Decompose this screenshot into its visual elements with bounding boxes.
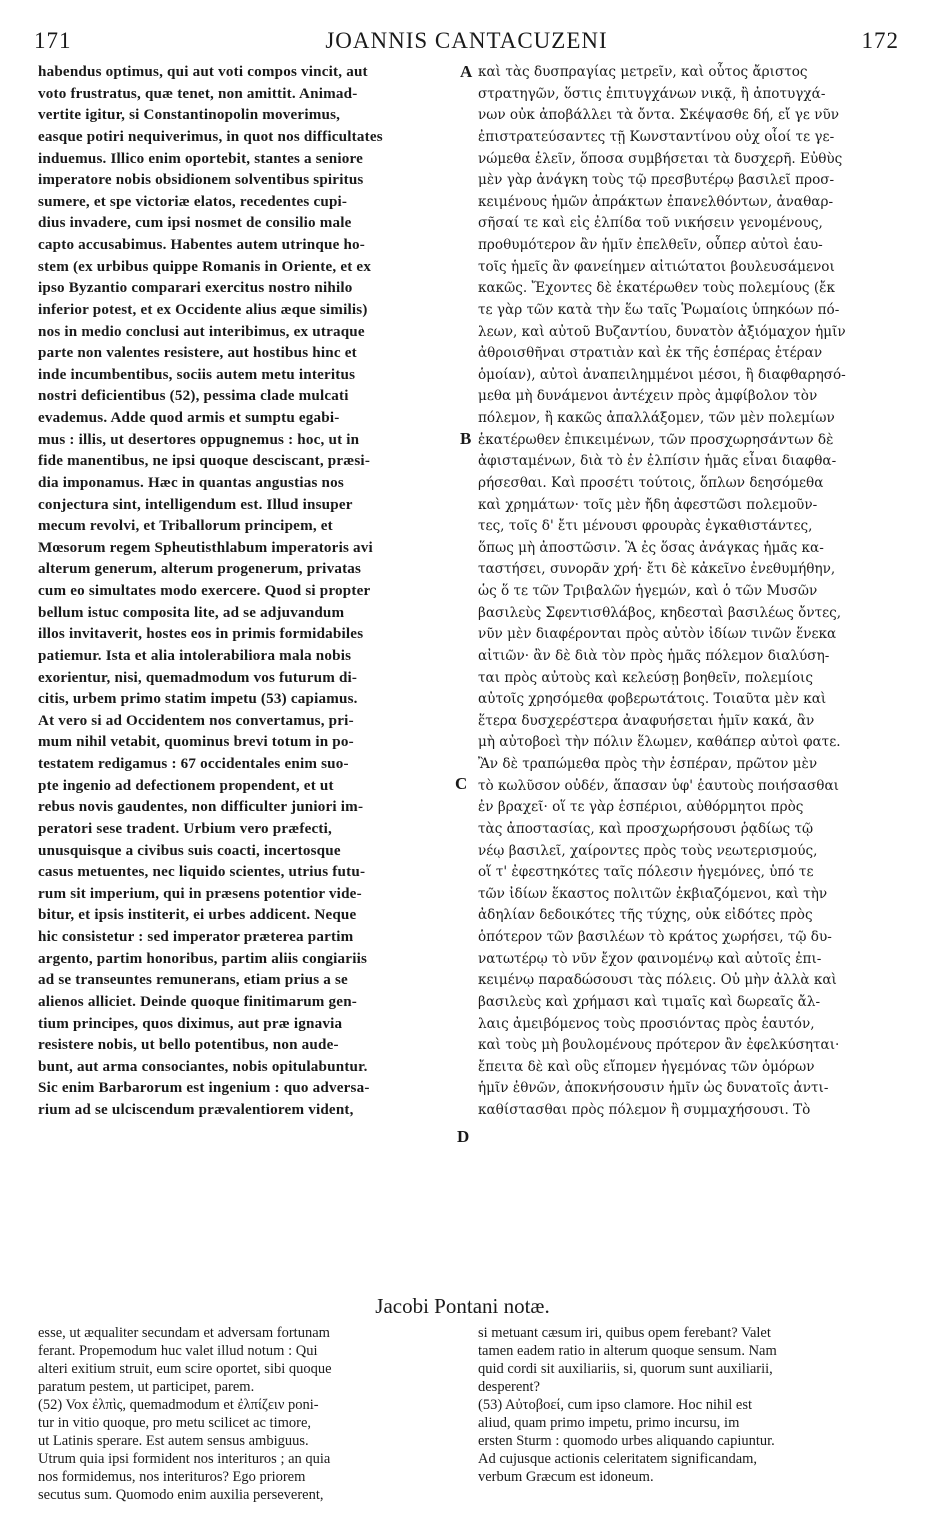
notes-left-column	[38, 1324, 458, 1504]
note-line: (52) Vox ἐλπὶς, quemadmodum et ἐλπίζειν poni-	[38, 1397, 319, 1413]
latin-text-line: Mœsorum regem Spheutisthlabum imperatoris avi	[38, 539, 373, 556]
latin-text-line: capto accusabimus. Habentes autem utrinque ho-	[38, 237, 366, 253]
margin-marker-b: B	[460, 429, 472, 448]
greek-text-line: οἵ τ' ἐφεστηκότες ταῖς πόλεσιν ἡγεμόνες, ὑπό τε	[478, 864, 814, 881]
note-line: alteri exitium struit, eum scire oportet, sibi quoque	[38, 1361, 332, 1377]
note-line: Ad cujusque actionis celeritatem significandam,	[478, 1451, 758, 1467]
greek-text-line: ἔπειτα δὲ καὶ οὓς εἴπομεν ἡγεμόνας τῶν ὁμόρων	[478, 1058, 815, 1075]
note-line: aliud, quam primo impetu, primo incursu, im	[478, 1415, 740, 1431]
greek-text-line: νῦν μὲν διαφέρονται πρὸς αὐτὸν ἰδίων τινῶν ἕνεκα	[478, 626, 837, 643]
greek-text-line: νέῳ βασιλεῖ, χαίροντες πρὸς τοὺς νεωτερισμούς,	[478, 842, 818, 859]
margin-marker-a: A	[460, 62, 473, 81]
latin-text-line: resistere nobis, ut bello potentibus, non aude-	[38, 1037, 339, 1054]
latin-text-line: ad se transeuntes remunerans, etiam prius a se	[38, 972, 348, 989]
note-line: quid cordi sit auxiliariis, si, quorum sunt auxiliarii,	[478, 1361, 773, 1377]
greek-text-line: ὅπως μὴ ἀποστῶσιν. Ἃ ἐς ὅσας ἀνάγκας ἡμᾶς κα-	[478, 539, 824, 556]
latin-text-line: mum nihil vetabit, quominus brevi totum in po-	[38, 734, 354, 751]
latin-text-line: sumere, et spe victoriæ elatos, recedentes cupi-	[38, 193, 348, 210]
latin-text-line: nos in medio conclusi aut interibimus, ex utraque	[38, 323, 365, 340]
greek-text-line: λεων, καὶ αὐτοῦ Βυζαντίου, δυνατὸν ἀξιόμαχον ἡμῖν	[478, 323, 846, 340]
latin-text-line: citis, urbem primo statim impetu (53) capiamus.	[38, 691, 358, 708]
greek-text-line: στρατηγῶν, ὅστις ἐπιτυγχάνων νικᾷ, ἢ ἀποτυγχά-	[478, 85, 826, 102]
greek-text-line: προθυμότερον ἂν ἡμῖν ἐπελθεῖν, οὗπερ αὐτοὶ ἑαυ-	[478, 237, 823, 253]
margin-marker-d: D	[457, 1127, 470, 1146]
latin-text-line: induemus. Illico enim oportebit, stantes a seniore	[38, 150, 364, 167]
latin-text-line: alterum generum, alterum progenerum, privatas	[38, 561, 362, 578]
greek-text-line: ἐν βραχεῖ· οἵ τε γὰρ ἑσπέριοι, αὐθόρμητοι πρὸς	[478, 799, 804, 816]
greek-text-line: νατωτέρῳ τὸ νῦν ἔχον φαινομένῳ καὶ αὐτοῖς ἐπι-	[478, 950, 822, 967]
greek-text-line: αὐτοῖς χρησόμεθα φοβερωτάτοις. Τοιαῦτα μὲν καὶ	[478, 691, 827, 708]
note-line: ferant. Propemodum huc valet illud notum : Qui	[38, 1343, 318, 1359]
greek-text-line: νώμεθα ἑλεῖν, ὅποσα συμβήσεται τὰ δυσχερῆ. Εὐθὺς	[478, 150, 843, 167]
greek-text-line: ἡμῖν ἐθνῶν, ἀποκνήσουσιν ἡμῖν ὡς δυνατοῖς ἀντι-	[478, 1080, 829, 1097]
note-line: secutus sum. Quomodo enim auxilia perseverent,	[38, 1487, 324, 1503]
notes-right-column	[478, 1324, 902, 1486]
greek-text-line: κακῶς. Ἔχοντες δὲ ἑκατέρωθεν τοὺς πολεμίους (ἔκ	[478, 280, 835, 297]
greek-text-line: πόλεμον, ἢ κακῶς ἀπαλλάξομεν, τῶν μὲν πολεμίων	[478, 410, 835, 426]
greek-text-line: ὁπότερον τῶν βασιλέων τὸ κράτος χωρήσει, τῷ δυ-	[478, 929, 832, 945]
note-line: ersten Sturm : quomodo urbes aliquando capiuntur.	[478, 1433, 775, 1449]
latin-text-line: inferior potest, et ex Occidente alius æque similis)	[38, 301, 368, 318]
greek-text-line: ὡς ὅ τε τῶν Τριβαλῶν ἡγεμών, καὶ ὁ τῶν Μυσῶν	[478, 583, 818, 599]
latin-text-line: exorientur, nisi, quemadmodum vos futurum di-	[38, 669, 358, 686]
latin-text-line: imperatore nobis obsidionem solventibus spiritus	[38, 172, 364, 189]
latin-text-line: unusquisque a civibus suis coacti, incertosque	[38, 842, 341, 859]
greek-text-line: ται πρὸς αὐτοὺς καὶ κελεύσῃ βοηθεῖν, πολεμίοις	[478, 669, 813, 686]
greek-text-line: ὁμοίαν), αὐτοὶ ἀναπειλημμένοι μέσοι, ἢ διαφθαρησό-	[478, 366, 846, 383]
margin-marker-c: C	[455, 774, 468, 793]
note-line: esse, ut æqualiter secundam et adversam fortunam	[38, 1325, 330, 1341]
latin-text-line: conjectura sint, intelligendum est. Illud insuper	[38, 496, 353, 513]
greek-text-line: σῆσαί τε καὶ εἰς ἐλπίδα τοῦ νικήσειν γενομένους,	[478, 215, 823, 232]
greek-text-line: μὴ αὐτοβοεὶ τὴν πόλιν ἕλωμεν, καθάπερ αὐτοὶ φατε.	[478, 734, 841, 751]
latin-text-line: parte non valentes resistere, aut hostibus hinc et	[38, 345, 357, 362]
latin-text-line: inde incumbentibus, sociis autem metu interitus	[38, 366, 356, 383]
latin-text-line: alienos alliciet. Deinde quoque finitimarum gen-	[38, 993, 358, 1010]
greek-text-line: μεθα μὴ δυνάμενοι ἀντέχειν πρὸς ἀμφίβολον τὸν	[478, 388, 818, 405]
greek-text-line: λαις ἀμειβόμενος τοὺς προσιόντας πρὸς ἑαυτόν,	[478, 1015, 815, 1032]
note-line: paratum pestem, ut participet, parem.	[38, 1379, 255, 1395]
latin-text-line: At vero si ad Occidentem nos convertamus, pri-	[38, 712, 354, 729]
greek-text-line: αἰτιῶν· ἂν δὲ διὰ τὸν πρὸς ἡμᾶς πόλεμον διαλύση-	[478, 647, 830, 664]
greek-text-line: τὸ κωλῦσον οὐδέν, ἅπασαν ὑφ' ἑαυτοὺς ποιήσασθαι	[478, 777, 839, 794]
latin-text-line: rium ad se ulciscendum prævalentiorem vident,	[38, 1102, 354, 1118]
latin-text-line: easque potiri nequiverimus, in quot nos difficultates	[38, 128, 383, 145]
latin-text-line: cum eo simultates modo exercere. Quod si propter	[38, 583, 371, 599]
latin-text-line: stem (ex urbibus quippe Romanis in Oriente, et ex	[38, 258, 372, 275]
latin-text-line: mus : illis, ut desertores oppugnemus : hoc, ut in	[38, 431, 360, 448]
latin-text-line: habendus optimus, qui aut voti compos vincit, aut	[38, 64, 368, 80]
latin-text-line: illos invitaverit, hostes eos in primis formidabiles	[38, 626, 364, 643]
latin-text-line: bitur, et ipsis institerit, ei urbes addicent. Neque	[38, 907, 357, 924]
latin-text-line: Sic enim Barbarorum est ingenium : quo adversa-	[38, 1080, 370, 1097]
note-line: Utrum quia ipsi formident nos interituros ; an quia	[38, 1451, 331, 1467]
latin-text-line: voto frustratus, quæ tenet, non amittit. Animad-	[38, 85, 358, 102]
latin-text-line: dius invadere, cum ipsi nosmet de consilio male	[38, 215, 352, 232]
latin-text-line: pte ingenio ad defectionem propendent, et ut	[38, 777, 334, 794]
note-line: tur in vitio quoque, pro metu scilicet ac timore,	[38, 1415, 312, 1431]
running-header	[34, 28, 899, 64]
greek-text-line: καὶ χρημάτων· τοῖς μὲν ἤδη ἀφεστῶσι πολεμοῦν-	[478, 496, 818, 513]
greek-text-line: ἐπιστρατεύσαντες τῇ Κωνσταντίνου οὐχ οἷοί τε γε-	[478, 128, 835, 145]
greek-text-line: νων οὐκ ἀποβάλλει τὰ ὄντα. Σκέψασθε δή, εἴ γε νῦν	[478, 107, 840, 124]
greek-text-line: ἀφισταμένων, διὰ τὸ ἐν ἐλπίσιν ἡμᾶς εἶναι διαφθα-	[478, 453, 837, 470]
latin-text-line: rebus novis gaudentes, non difficulter juniori im-	[38, 799, 364, 816]
latin-text-line: patiemur. Ista et alia intolerabiliora mala nobis	[38, 647, 352, 664]
latin-text-column	[38, 62, 456, 1122]
greek-text-line: τοῖς ἡμεῖς ἂν φανείημεν αἰτιώτατοι βουλευσάμενοι	[478, 258, 835, 275]
greek-text-line: τῶν ἰδίων ἕκαστος πολιτῶν ἐκβιαζόμενοι, καὶ τὴν	[478, 885, 828, 902]
greek-text-line: τε γὰρ τῶν κατὰ τὴν ἕω ταῖς Ῥωμαίοις ὑπηκόων πό-	[478, 301, 840, 318]
latin-text-line: ipso Byzantio comparari exercitus nostro nihilo	[38, 280, 353, 297]
latin-text-line: fide manentibus, ne ipsi quoque desciscant, præsi-	[38, 453, 371, 470]
latin-text-line: tium principes, quos diximus, aut præ ignavia	[38, 1015, 343, 1032]
latin-text-line: testatem redigamus : 67 occidentales enim suo-	[38, 756, 349, 772]
greek-text-line: καὶ τοὺς μὴ βουλομένους πρότερον ἂν ἐφελκύσηται·	[478, 1037, 840, 1054]
note-line: verbum Græcum est idoneum.	[478, 1469, 654, 1485]
greek-text-line: καθίστασθαι πρὸς πόλεμον ἢ συμμαχήσουσι. Τὸ	[478, 1102, 811, 1118]
greek-text-line: ἀθροισθῆναι στρατιὰν καὶ ἐκ τῆς ἑσπέρας ἑτέραν	[478, 345, 823, 362]
greek-text-line: ἕτερα δυσχερέστερα ἀναφυήσεται ἡμῖν κακά, ἂν	[478, 712, 815, 729]
note-line: ut Latinis sperare. Est autem sensus ambiguus.	[38, 1433, 309, 1449]
greek-text-line: Ἂν δὲ τραπώμεθα πρὸς τὴν ἑσπέραν, πρῶτον μὲν	[478, 756, 818, 772]
note-line: si metuant cæsum iri, quibus opem ferebant? Valet	[478, 1325, 771, 1341]
latin-text-line: casus metuentes, nec liquido scientes, utrius futu-	[38, 864, 366, 881]
notes-title: Jacobi Pontani notæ.	[375, 1294, 550, 1318]
greek-text-line: ἑκατέρωθεν ἐπικειμένων, τῶν προσχωρησάντων δὲ	[478, 431, 834, 448]
latin-text-line: dia imponamus. Hæc in quantas angustias nos	[38, 474, 344, 491]
greek-text-line: βασιλεὺς Σφεντισθλάβος, κηδεσταὶ βασιλέως ὄντες,	[478, 604, 842, 621]
latin-text-line: nostri deficientibus (52), pessima clade mulcati	[38, 388, 349, 405]
latin-text-line: bunt, aut arma consociantes, nobis opitulabuntur.	[38, 1058, 368, 1075]
latin-text-line: hic consistetur : sed imperator præterea partim	[38, 929, 354, 945]
latin-text-line: rum sit imperium, qui in præsens potentior vide-	[38, 885, 362, 902]
page-number-left: 171	[34, 28, 72, 53]
note-line: nos formidemus, nos interituros? Ego priorem	[38, 1469, 306, 1485]
greek-text-line: βασιλεὺς καὶ χρήμασι καὶ τιμαῖς καὶ δωρεαῖς ἄλ-	[478, 993, 821, 1010]
greek-text-column	[478, 62, 902, 1122]
latin-text-line: bellum istuc composita lite, ad se adjuvandum	[38, 604, 345, 621]
note-line: (53) Αὐτοβοεί, cum ipso clamore. Hoc nihil est	[478, 1397, 753, 1413]
greek-text-line: τὰς ἀποστασίας, καὶ προσχωρήσουσι ῥᾳδίως τῷ	[478, 820, 814, 837]
note-line: desperent?	[478, 1379, 540, 1395]
greek-text-line: ἀδηλίαν δεδοικότες τῆς τύχης, οὐκ εἰδότες πρὸς	[478, 907, 813, 924]
greek-text-line: ρήσεσθαι. Καὶ προσέτι τούτοις, ὅπλων δεησόμεθα	[478, 474, 824, 491]
greek-text-line: κειμένῳ παραδώσουσι τὰς πόλεις. Οὐ μὴν ἀλλὰ καὶ	[478, 972, 837, 989]
greek-text-line: τες, τοῖς δ' ἔτι μένουσι φρουρὰς ἐγκαθιστάντες,	[478, 518, 813, 535]
latin-text-line: evademus. Adde quod armis et sumptu egabi-	[38, 410, 340, 426]
latin-text-line: vertite igitur, si Constantinopolin moverimus,	[38, 107, 341, 124]
page-number-right: 172	[861, 28, 899, 53]
greek-text-line: ταστήσει, συνορᾶν χρή· ἔτι δὲ κἀκεῖνο ἐνεθυμήθην,	[478, 561, 836, 578]
greek-text-line: κειμένους ἡμῶν ἀπράκτων ἐπανελθόντων, ἀναθαρ-	[478, 193, 834, 210]
latin-text-line: peratori sese tradent. Urbium vero præfecti,	[38, 820, 332, 837]
note-line: tamen eadem ratio in alterum quoque sensum. Nam	[478, 1343, 777, 1359]
latin-text-line: argento, partim honoribus, partim aliis congiariis	[38, 950, 368, 967]
greek-text-line: μὲν γὰρ ἀνάγκη τοὺς τῷ πρεσβυτέρῳ βασιλεῖ προσ-	[478, 172, 835, 189]
greek-text-line: καὶ τὰς δυσπραγίας μετρεῖν, καὶ οὗτος ἄριστος	[478, 64, 808, 80]
latin-text-line: mecum revolvi, et Triballorum principem, et	[38, 518, 333, 535]
running-title: JOANNIS CANTACUZENI	[325, 28, 608, 53]
